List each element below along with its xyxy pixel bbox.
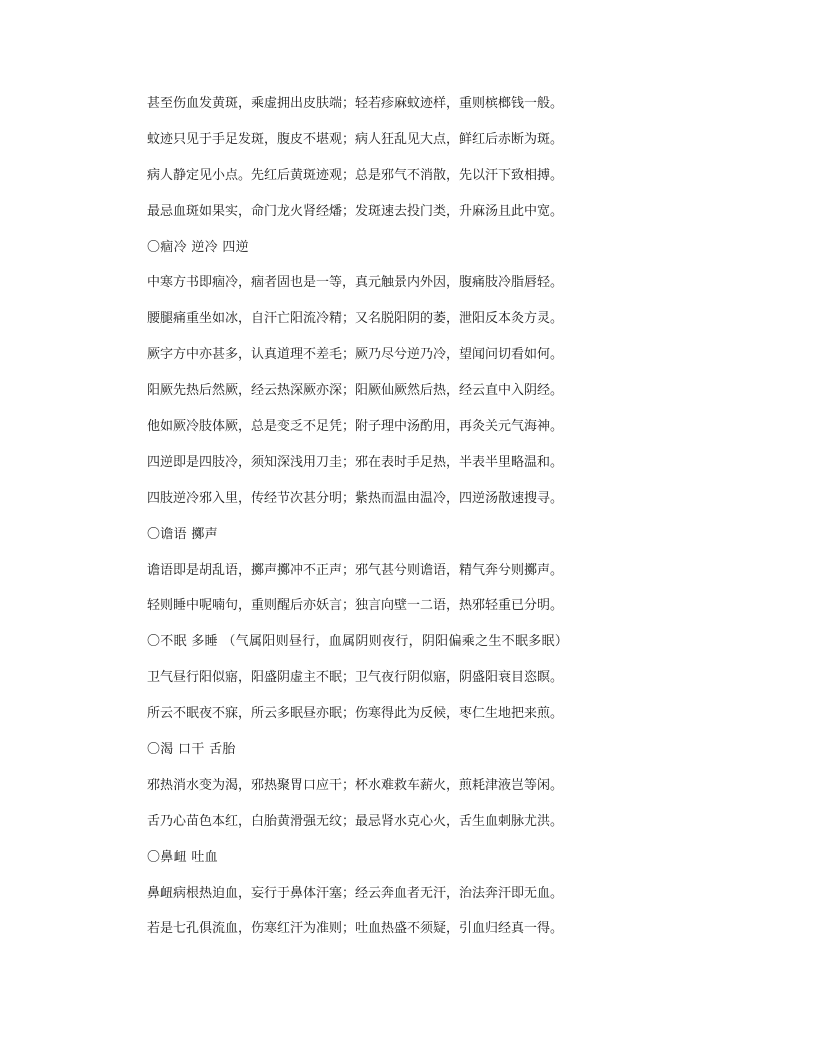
verse-line: 腰腿痛重坐如冰，自汗亡阳流冷精；又名脱阳阴的萎，泄阳反本灸方灵。 bbox=[147, 311, 564, 327]
section-heading: 〇渴 口干 舌胎 bbox=[147, 742, 236, 758]
verse-line: 蚊迹只见于手足发斑，腹皮不堪观；病人狂乱见大点，鲜红后赤断为斑。 bbox=[147, 131, 564, 147]
verse-line: 他如厥冷肢体厥，总是变乏不足凭；附子理中汤酌用，再灸关元气海神。 bbox=[147, 419, 564, 435]
verse-line: 中寒方书即痼冷，痼者固也是一等，真元触景内外因，腹痛肢冷脂唇轻。 bbox=[147, 275, 564, 291]
verse-line: 若是七孔俱流血，伤寒红汗为准则；吐血热盛不须疑，引血归经真一得。 bbox=[147, 921, 564, 937]
verse-line: 舌乃心苗色本红，白胎黄滑强无纹；最忌肾水克心火，舌生血刺脉尤洪。 bbox=[147, 813, 564, 829]
verse-line: 最忌血斑如果实，命门龙火肾经燔；发斑速去投门类，升麻汤且此中宽。 bbox=[147, 203, 564, 219]
section-heading: 〇谵语 擲声 bbox=[147, 526, 218, 542]
document-page bbox=[147, 93, 593, 954]
section-heading: 〇鼻衄 吐血 bbox=[147, 849, 218, 865]
verse-line: 病人静定见小点。先红后黄斑迹观；总是邪气不消散，先以汗下致相搏。 bbox=[147, 167, 564, 183]
verse-line: 甚至伤血发黄斑，乘虚拥出皮肤端；轻若疹麻蚊迹样，重则槟榔钱一般。 bbox=[147, 96, 564, 111]
verse-line: 阳厥先热后然厥，经云热深厥亦深；阳厥仙厥然后热，经云直中入阴经。 bbox=[147, 383, 564, 399]
verse-line: 四肢逆冷邪入里，传经节次甚分明；紫热而温由温冷，四逆汤散速搜寻。 bbox=[147, 490, 564, 506]
section-heading: 〇不眠 多睡 （气属阳则昼行，血属阴则夜行，阴阳偏乘之生不眠多眠） bbox=[147, 634, 569, 650]
verse-line: 卫气昼行阳似寤，阳盛阴虚主不眠；卫气夜行阴似寤，阴盛阳衰目恣瞑。 bbox=[147, 670, 564, 686]
verse-line: 厥字方中亦甚多，认真道理不差毛；厥乃尽兮逆乃冷，望闻问切看如何。 bbox=[147, 347, 564, 363]
verse-line: 四逆即是四肢冷，须知深浅用刀圭；邪在表时手足热，半表半里略温和。 bbox=[147, 454, 564, 470]
verse-line: 鼻衄病根热迫血，妄行于鼻体汗塞；经云奔血者无汗，治法奔汗即无血。 bbox=[147, 885, 564, 901]
verse-line: 谵语即是胡乱语，擲声擲冲不正声；邪气甚兮则谵语，精气奔兮则擲声。 bbox=[147, 562, 564, 578]
verse-line: 所云不眠夜不寐，所云多眠昼亦眠；伤寒得此为反候，枣仁生地把来煎。 bbox=[147, 706, 564, 722]
verse-line: 轻则睡中呢喃句，重则醒后亦妖言；独言向壁一二语，热邪轻重已分明。 bbox=[147, 598, 564, 614]
verse-line: 邪热消水变为渴，邪热聚胃口应干；杯水难救车薪火，煎耗津液岂等闲。 bbox=[147, 777, 564, 793]
section-heading: 〇痼冷 逆冷 四逆 bbox=[147, 239, 249, 255]
